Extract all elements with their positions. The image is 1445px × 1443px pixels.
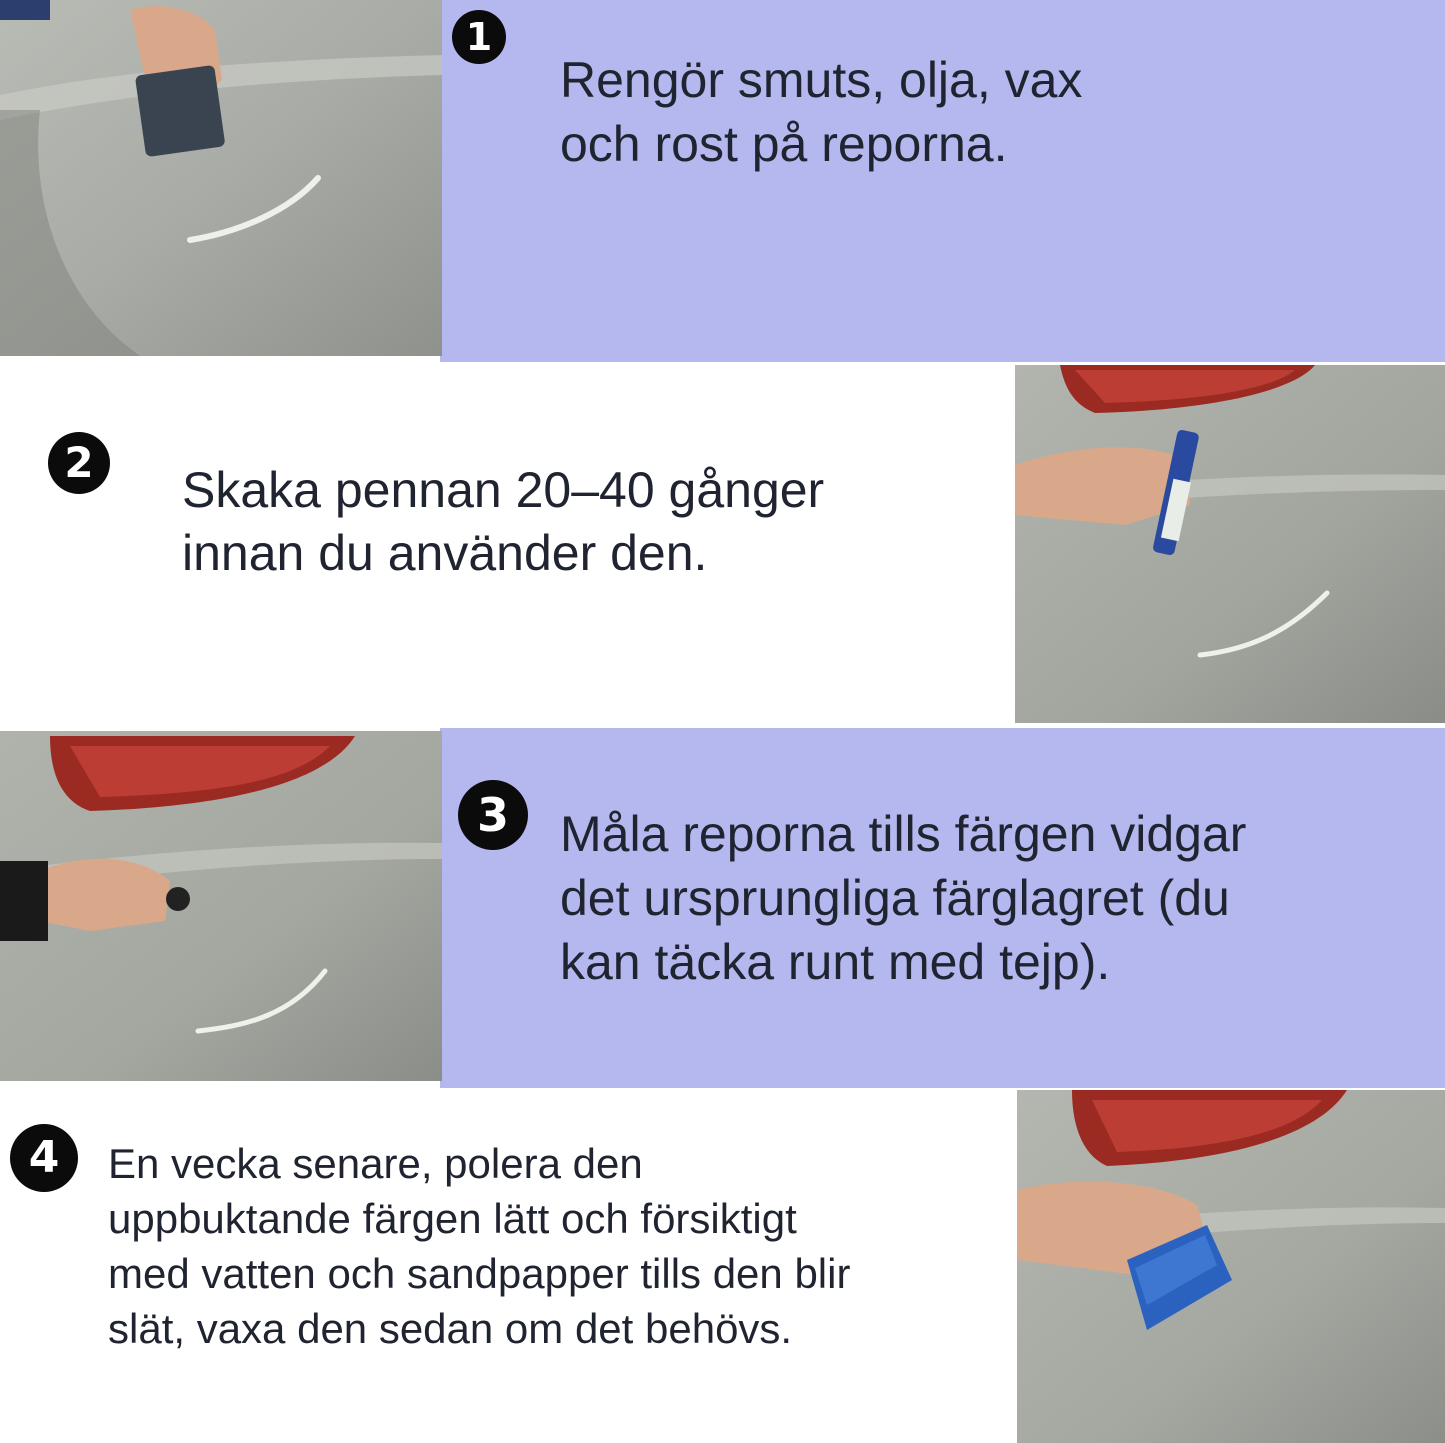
step-4-photo bbox=[1017, 1090, 1445, 1443]
step-2-number-badge: 2 bbox=[48, 432, 110, 494]
step-4-line-4: slät, vaxa den sedan om det behövs. bbox=[108, 1305, 793, 1352]
step-3-line-3: kan täcka runt med tejp). bbox=[560, 934, 1111, 990]
step-4-text bbox=[108, 1136, 850, 1356]
step-3-photo bbox=[0, 731, 442, 1081]
step-2-line-2: innan du använder den. bbox=[182, 525, 708, 581]
step-3-line-2: det ursprungliga färglagret (du bbox=[560, 870, 1230, 926]
step-4-line-3: med vatten och sandpapper tills den blir bbox=[108, 1250, 851, 1297]
step-4-line-2: uppbuktande färgen lätt och försiktigt bbox=[108, 1195, 797, 1242]
step-1-line-1: Rengör smuts, olja, vax bbox=[560, 52, 1083, 108]
step-2-text bbox=[182, 459, 824, 585]
step-3-text bbox=[560, 802, 1246, 994]
step-1-text bbox=[560, 48, 1082, 176]
pen-shaking-photo-icon bbox=[1015, 365, 1445, 723]
step-3-line-1: Måla reporna tills färgen vidgar bbox=[560, 806, 1247, 862]
scratch-painting-photo-icon bbox=[0, 731, 442, 1081]
sanding-polishing-photo-icon bbox=[1017, 1090, 1445, 1443]
step-1-photo bbox=[0, 0, 442, 356]
step-3-number-badge: 3 bbox=[458, 780, 528, 850]
step-2-photo bbox=[1015, 365, 1445, 723]
step-2-line-1: Skaka pennan 20–40 gånger bbox=[182, 462, 825, 518]
scratch-cleaning-photo-icon bbox=[0, 0, 442, 356]
step-4-number-badge: 4 bbox=[10, 1124, 78, 1192]
step-1-line-2: och rost på reporna. bbox=[560, 116, 1008, 172]
step-4-line-1: En vecka senare, polera den bbox=[108, 1140, 643, 1187]
step-1-number-badge: 1 bbox=[452, 10, 506, 64]
